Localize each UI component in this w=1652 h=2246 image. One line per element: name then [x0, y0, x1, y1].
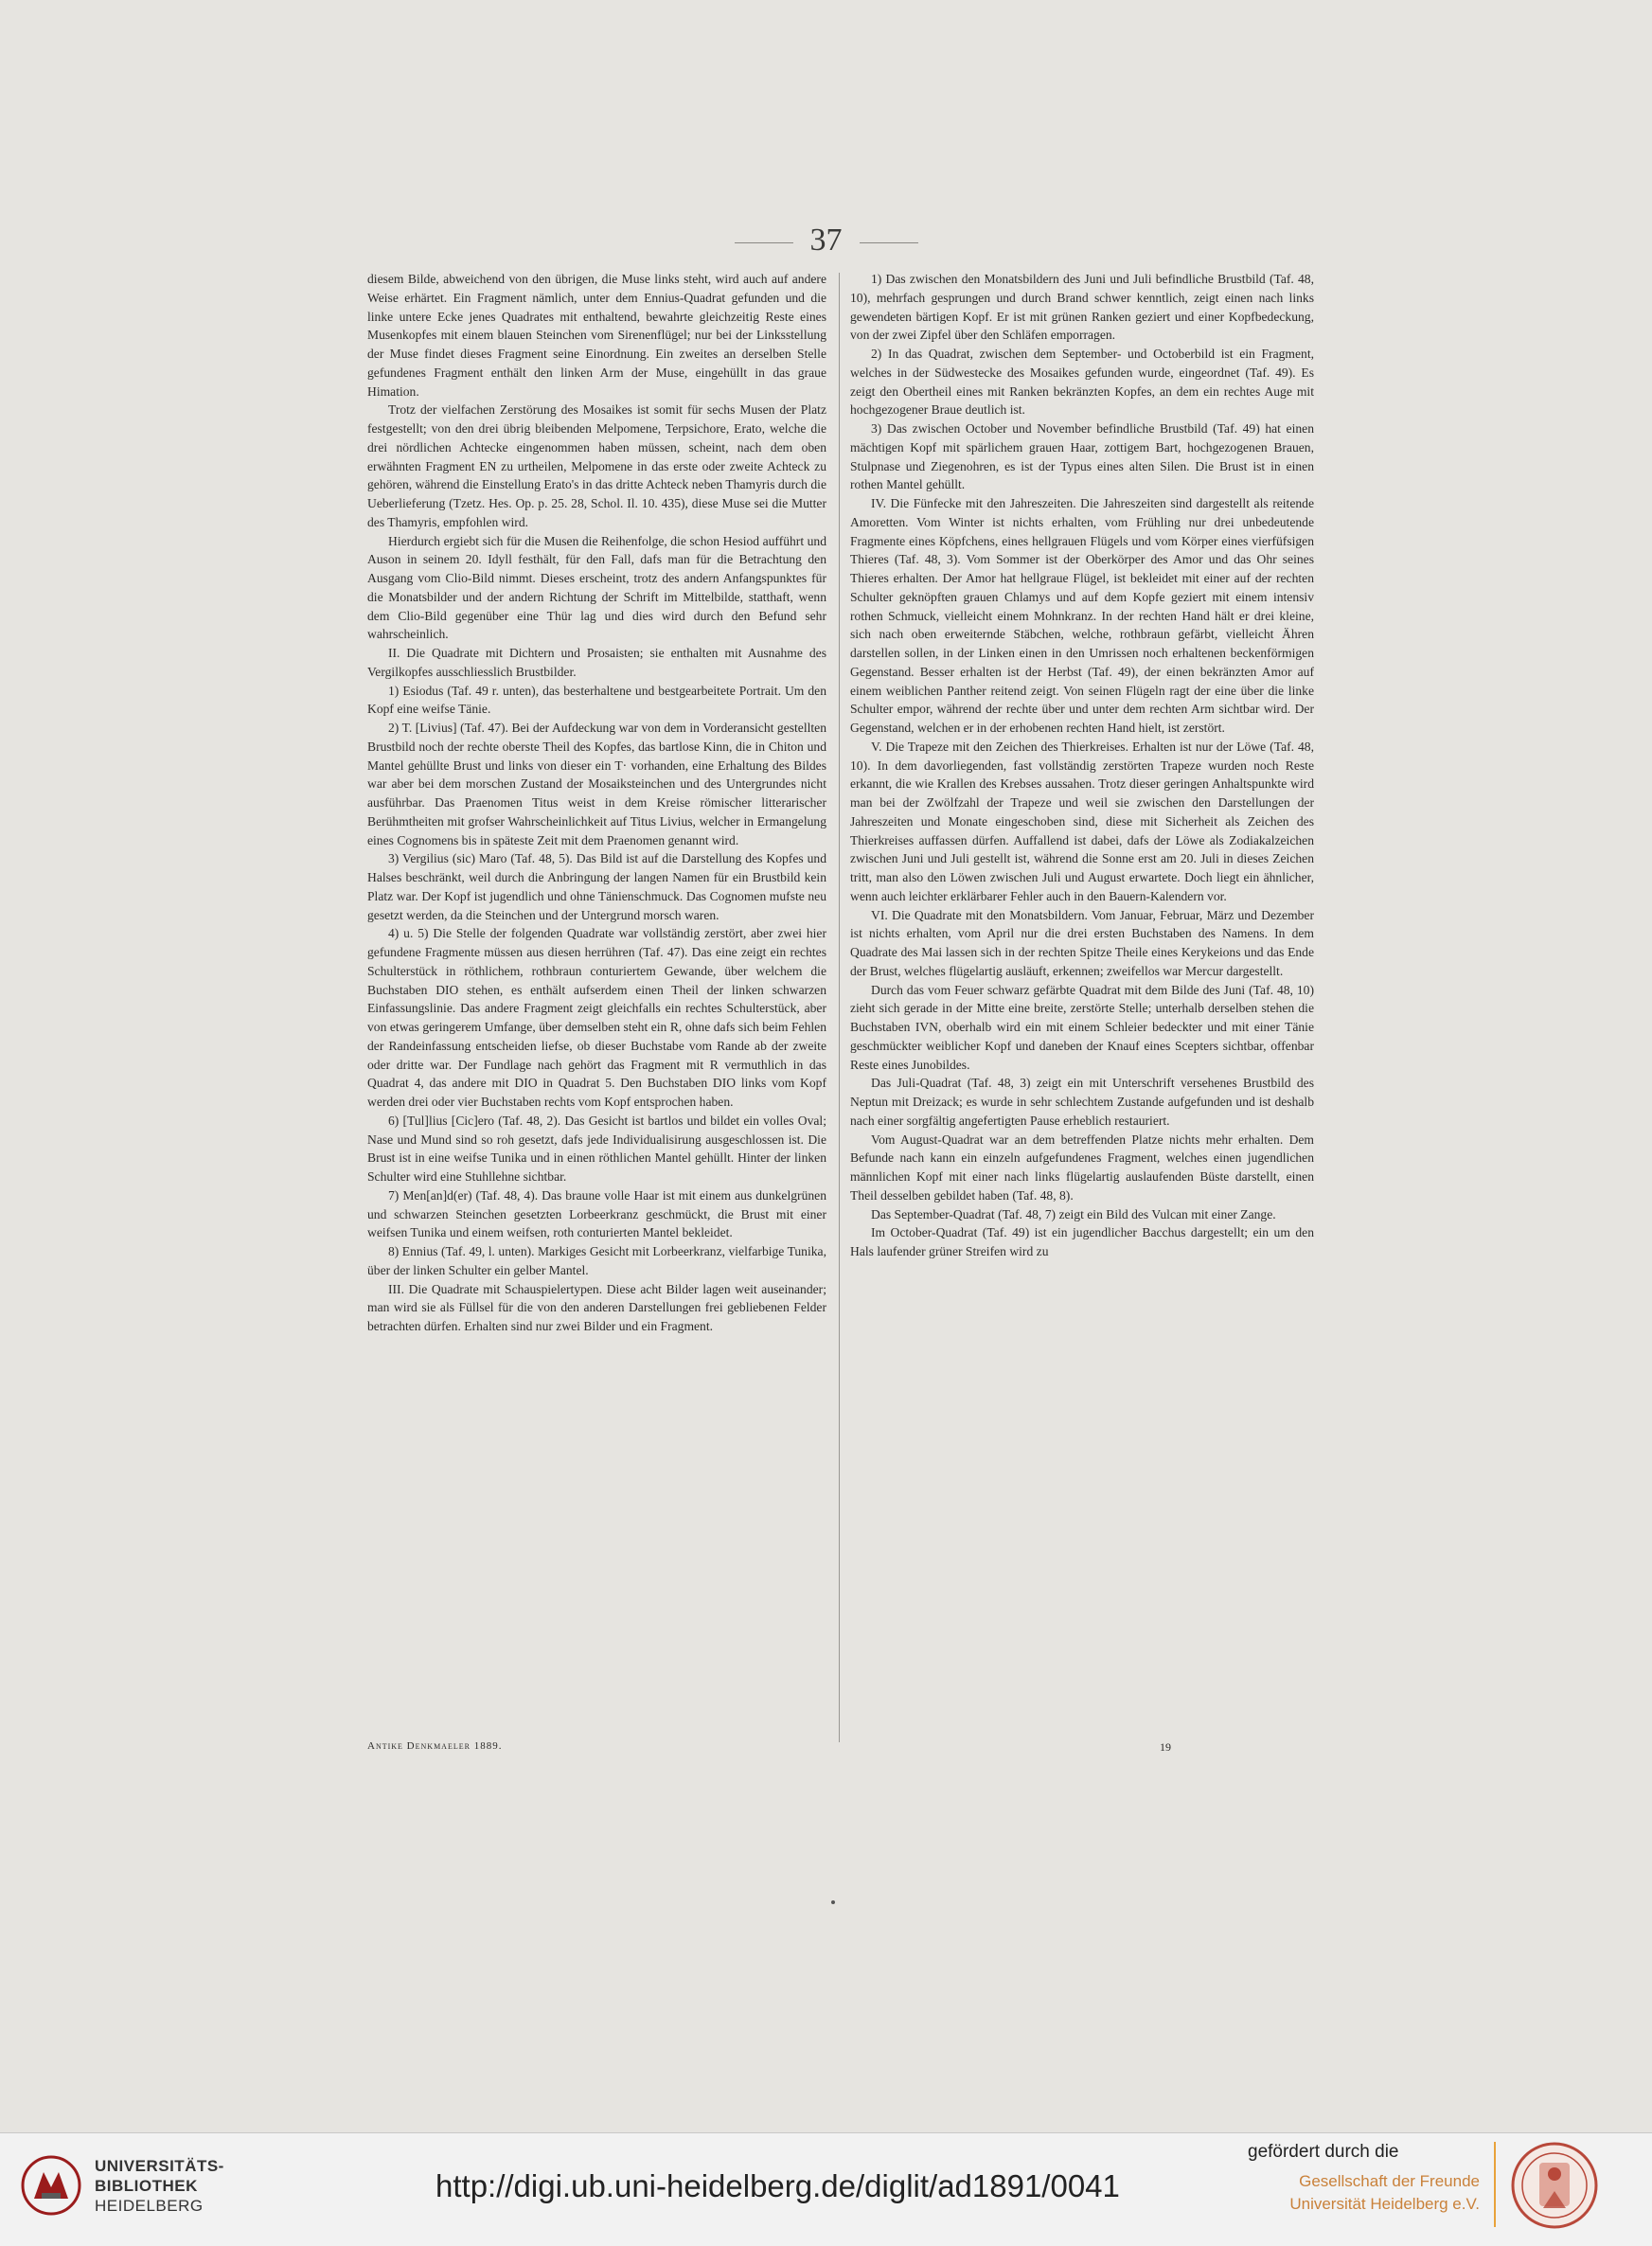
- paragraph: 3) Das zwischen October und November befindliche Brustbild (Taf. 49) hat einen mächtigen Kopf mit spärlichem grauen Haar, zottigem Bart, hochgezogenen Brauen, Stulpnase und Ziegenohren, es ist der Typus eines alten Silen. Die Brust ist in einen rothen Mantel gehüllt.: [850, 421, 1314, 492]
- support-label: gefördert durch die: [1248, 2142, 1399, 2162]
- paragraph: VI. Die Quadrate mit den Monatsbildern. Vom Januar, Februar, März und Dezember ist nichts erhalten, vom April nur die drei ersten Buchstaben des Namens. In dem Quadrate des Mai lassen sich in der rechten Spitze Theile eines Kerykeions und das Ende der Brust, welches flügelartig ausläuft, erkennen; zweifellos war Mercur dargestellt.: [850, 907, 1314, 978]
- paragraph: 3) Vergilius (sic) Maro (Taf. 48, 5). Das Bild ist auf die Darstellung des Kopfes und Halses beschränkt, weil durch die Anbringung der langen Namen für ein Brustbild kein Platz war. Der Kopf ist jugendlich und ohne Tänienschmuck. Das Cognomen mufste neu gesetzt werden, da die Steinchen und der Untergrund morsch waren.: [367, 851, 826, 922]
- paragraph: 1) Das zwischen den Monatsbildern des Juni und Juli befindliche Brustbild (Taf. 48, 10), mehrfach gesprungen und durch Brand schwer kenntlich, zeigt einen nach links gewendeten bärtigen Kopf. Er ist mit grünen Ranken geziert und einer Kopfbedeckung, von der zwei Zipfel über den Schläfen emporragen.: [850, 272, 1314, 343]
- paragraph: 4) u. 5) Die Stelle der folgenden Quadrate war vollständig zerstört, aber zwei hier gefundene Fragmente müssen aus diesen herrühren (Taf. 47). Das eine zeigt ein rechtes Schulterstück in röthlichem, rothbraun conturiertem Gewande, über welchem die Buchstaben DIO stehen, es enthält aufserdem einen Theil der linken schwarzen Einfassungslinie. Das andere Fragment zeigt gleichfalls ein rechtes Schulterstück, aber von etwas geringerem Umfange, über demselben steht ein R, ohne dafs sich beim Fehlen der Randeinfassung entscheiden liefse, ob dieser Buchstabe vom Rande ab der zweite oder dritte war. Der Fundlage nach gehört das Fragment mit R vermuthlich in das Quadrat 4, das andere mit DIO in Quadrat 5. Den Buchstaben DIO links vom Kopf werden drei oder vier Buchstaben rechts vom Kopf entsprochen haben.: [367, 926, 826, 1109]
- paragraph: diesem Bilde, abweichend von den übrigen, die Muse links steht, wird auch auf andere Weise erhärtet. Ein Fragment nämlich, unter dem Ennius-Quadrat gefunden und die linke untere Ecke jenes Quadrates mit enthaltend, bewahrte gleichzeitig Reste eines Musenkopfes mit einem blauen Steinchen vom Sirenenflügel; nur bei der Linksstellung der Muse findet dieses Fragment seine Einordnung. Ein zweites an derselben Stelle gefundenes Fragment enthält den linken Arm der Muse, eingehüllt in das graue Himation.: [367, 272, 826, 399]
- page-number: 37: [0, 223, 1652, 258]
- paragraph: V. Die Trapeze mit den Zeichen des Thierkreises. Erhalten ist nur der Löwe (Taf. 48, 10). In dem davorliegenden, fast vollständig zerstörten Trapeze wurden noch Reste erkannt, die wie Krallen des Krebses aussahen. Trotz dieser geringen Anhaltspunkte wird man bei der Zwölfzahl der Trapeze und weil sie zwischen den Darstellungen der Jahreszeiten und Monate eingeschoben sind, diese mit Sicherheit als Zeichen des Thierkreises auffassen dürfen. Auffallend ist dabei, dafs der Löwe als Zodiakalzeichen zwischen Juni und Juli gestellt ist, während die Sonne erst am 20. Juli in dieses Zeichen tritt, man also den Löwen zwischen Juli und August erwartete. Doch liegt ein ähnlicher, wenn auch leichter erklärbarer Fehler auch in den Bauern-Kalendern vor.: [850, 739, 1314, 903]
- paragraph: Vom August-Quadrat war an dem betreffenden Platze nichts mehr erhalten. Dem Befunde nach kann ein einzeln aufgefundenes Fragment, welches einen jugendlichen männlichen Kopf mit einer nach links flügelartig auslaufenden Büste darstellt, einen Theil desselben gebildet haben (Taf. 48, 8).: [850, 1132, 1314, 1203]
- column-divider: [839, 273, 840, 1742]
- paragraph: Im October-Quadrat (Taf. 49) ist ein jugendlicher Bacchus dargestellt; ein um den Hals laufender grüner Streifen wird zu: [850, 1225, 1314, 1258]
- footer-publication: Antike Denkmaeler 1889.: [367, 1740, 503, 1752]
- paragraph: Trotz der vielfachen Zerstörung des Mosaikes ist somit für sechs Musen der Platz festgestellt; von den drei übrig bleibenden Melpomene, Terpsichore, Erato, welche die drei nördlichen Achtecke eingenommen haben müssen, scheint, nach dem oben erwähnten Fragment EN zu urtheilen, Melpomene in das erste oder zweite Achteck zu gehören, während die Einstellung Erato's in das dritte Achteck neben Thamyris durch die Ueberlieferung (Tzetz. Hes. Op. p. 25. 28, Schol. Il. 10. 435), diese Muse sei die Mutter des Thamyris, empfohlen wird.: [367, 402, 826, 529]
- paragraph: Durch das vom Feuer schwarz gefärbte Quadrat mit dem Bilde des Juni (Taf. 48, 10) zieht sich gerade in der Mitte eine breite, zerstörte Stelle; unterhalb derselben stehen die Buchstaben IVN, oberhalb wird ein mit einem Schleier bedeckter und mit einer Tänie geschmückter weiblicher Kopf und daneben der Knauf eines Scepters sichtbar, offenbar Reste eines Junobildes.: [850, 982, 1314, 1072]
- library-name: UNIVERSITÄTS- BIBLIOTHEK HEIDELBERG: [95, 2157, 224, 2215]
- paragraph: 2) T. [Livius] (Taf. 47). Bei der Aufdeckung war von dem in Vorderansicht gestellten Brustbild noch der rechte oberste Theil des Kopfes, das bartlose Kinn, die in Chiton und Mantel gehüllte Brust und links von dieser ein T· vorhanden, eine Erhaltung des Bildes war aber bei dem morschen Zustand der Mosaiksteinchen und des Untergrundes nicht ausführbar. Das Praenomen Titus weist in dem Kreise römischer litterarischer Berühmtheiten mit grofser Wahrscheinlichkeit auf Titus Livius, welcher in Ermangelung eines Cognomens bis in späteste Zeit mit dem Praenomen genannt wird.: [367, 721, 826, 847]
- paragraph: 1) Esiodus (Taf. 49 r. unten), das besterhaltene und bestgearbeitete Portrait. Um den Kopf eine weifse Tänie.: [367, 683, 826, 717]
- left-text-column: [367, 270, 826, 1336]
- paragraph: Hierdurch ergiebt sich für die Musen die Reihenfolge, die schon Hesiod aufführt und Auson in seinem 20. Idyll festhält, für den Fall, dafs man für die Betrachtung den Ausgang vom Clio-Bild nimmt. Dieses erscheint, trotz des andern Anfangspunktes für die Monatsbilder und der andern Richtung der Schrift im Mittelbilde, statthaft, wenn dem Clio-Bild gegenüber eine Thür lag und dies wird durch den Befund sehr wahrscheinlich.: [367, 533, 826, 642]
- ub-heidelberg-logo-icon[interactable]: [21, 2155, 81, 2216]
- paragraph: II. Die Quadrate mit Dichtern und Prosaisten; sie enthalten mit Ausnahme des Vergilkopfes ausschliesslich Brustbilder.: [367, 646, 826, 679]
- footer-sheet-number: 19: [1160, 1740, 1171, 1754]
- paragraph: IV. Die Fünfecke mit den Jahreszeiten. Die Jahreszeiten sind dargestellt als reitende Amoretten. Vom Winter ist nichts erhalten, vom Frühling nur drei unbedeutende Fragmente eines Köpfchens, eines hellgrauen Flügels und vom Körper eines vierfüfsigen Thieres (Taf. 48, 3). Vom Sommer ist der Oberkörper des Amor und das Ohr seines Thieres erhalten. Der Amor hat hellgraue Flügel, ist bekleidet mit einer auf der rechten Schulter geknöpften grauen Chlamys und auf dem Kopfe geziert mit einem intensiv rothen Schmuck, vielleicht einem Mohnkranz. In der rechten Hand hält er drei kleine, sich nach oben erweiternde Stäbchen, welche, rothbraun gefärbt, vielleicht Ähren darstellen sollen, in der Linken einen in den Umrissen noch erhaltenen beckenförmigen Gegenstand. Besser erhalten ist der Herbst (Taf. 49), der einen bekränzten Amor auf einem weiblichen Panther reitend zeigt. Von seinen Flügeln ragt der eine über die linke Schulter empor, während der rechte über und unter dem rechten Arm sichtbar wird. Der Gegenstand, welchen er in der erhobenen rechten Hand hielt, ist zerstört.: [850, 496, 1314, 735]
- university-seal-icon: [1511, 2142, 1598, 2229]
- paragraph: 7) Men[an]d(er) (Taf. 48, 4). Das braune volle Haar ist mit einem aus dunkelgrünen und schwarzen Steinchen gesetzten Lorbeerkranz geschmückt, die Brust mit einer weifsen Tunika und einem weifsen, roth conturierten Mantel bekleidet.: [367, 1187, 826, 1240]
- paragraph: 8) Ennius (Taf. 49, l. unten). Markiges Gesicht mit Lorbeerkranz, vielfarbige Tunika, über der linken Schulter ein gelber Mantel.: [367, 1244, 826, 1277]
- page-speck: [831, 1900, 835, 1904]
- right-text-column: [850, 270, 1314, 1261]
- paragraph: Das Juli-Quadrat (Taf. 48, 3) zeigt ein mit Unterschrift versehenes Brustbild des Neptun mit Dreizack; es wurde in sehr schlechtem Zustande aufgefunden und ist deshalb nach einer sorgfältig angefertigten Pause erheblich restauriert.: [850, 1076, 1314, 1128]
- paragraph: 2) In das Quadrat, zwischen dem September- und Octoberbild ist ein Fragment, welches in der Südwestecke des Mosaikes gefunden wurde, eingeordnet (Taf. 49). Es zeigt den Obertheil eines mit Ranken bekränzten Kopfes, an dem ein rechtes Auge mit hochgezogener Braue deutlich ist.: [850, 347, 1314, 418]
- paragraph: Das September-Quadrat (Taf. 48, 7) zeigt ein Bild des Vulcan mit einer Zange.: [871, 1206, 1276, 1221]
- paragraph: III. Die Quadrate mit Schauspielertypen. Diese acht Bilder lagen weit auseinander; man wird sie als Füllsel für die von den anderen Darstellungen frei gebliebenen Felder betrachten dürfen. Erhalten sind nur zwei Bilder und ein Fragment.: [367, 1281, 826, 1333]
- paragraph: 6) [Tul]lius [Cic]ero (Taf. 48, 2). Das Gesicht ist bartlos und bildet ein volles Oval; Nase und Mund sind so roh gesetzt, dafs jede Individualisirung ausgeschlossen ist. Die Brust ist in eine weifse Tunika und in einen röthlichen Mantel gehüllt. Hinter der linken Schulter wird eine Stuhllehne sichtbar.: [367, 1113, 826, 1184]
- banner-divider: [1494, 2142, 1496, 2227]
- permalink-url[interactable]: http://digi.ub.uni-heidelberg.de/diglit/ad1891/0041: [435, 2168, 1120, 2203]
- support-organization[interactable]: Gesellschaft der Freunde Universität Heidelberg e.V.: [1289, 2172, 1480, 2213]
